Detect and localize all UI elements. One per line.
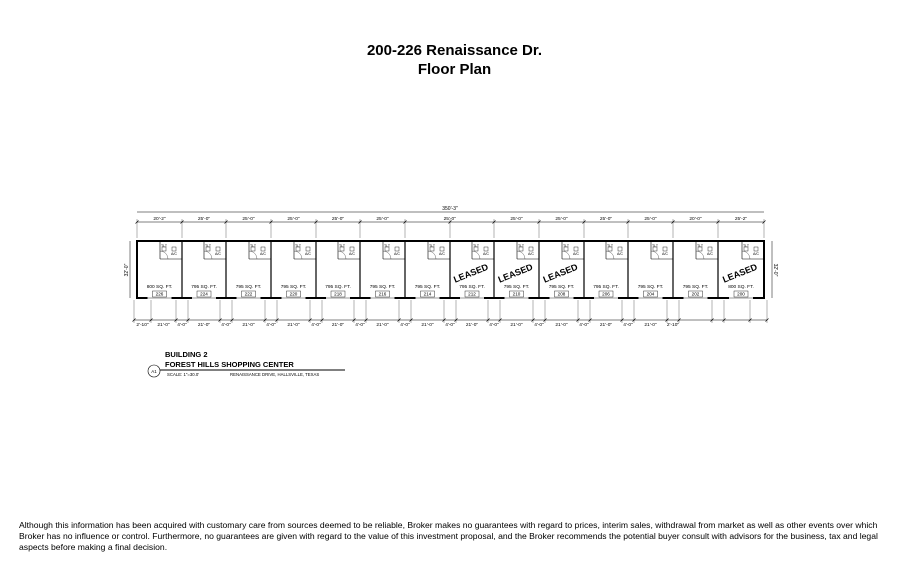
ac-tag: A/C — [483, 252, 489, 256]
bottom-dimension-label: 4'-0" — [177, 323, 187, 328]
toilet-tag: TLT — [428, 244, 436, 248]
bottom-dimension-label: 4'-0" — [623, 323, 633, 328]
ac-tag: A/C — [753, 252, 759, 256]
plan-title: 200-226 Renaissance Dr. — [366, 42, 543, 59]
ac-tag: A/C — [439, 252, 445, 256]
bottom-dimension-label: 21'-0" — [465, 323, 479, 328]
unit-number-label: 210 — [512, 291, 521, 297]
toilet-tag: TLT — [294, 244, 302, 248]
scale-label: SCALE: 1"=30.0' — [167, 372, 200, 377]
toilet-tag: TLT — [383, 244, 391, 248]
bottom-dimension-label: 21'-0" — [287, 323, 300, 328]
leased-stamp: LEASED — [721, 261, 759, 285]
bottom-dimension-label: 4'-0" — [400, 323, 410, 328]
unit-sqft-label: 795 SQ. FT. — [637, 285, 664, 290]
unit-number-label: 218 — [334, 291, 342, 297]
ac-tag: A/C — [260, 252, 266, 256]
unit-number-label: 224 — [200, 291, 208, 297]
unit-sqft-label: 795 SQ. FT. — [682, 285, 709, 290]
bottom-dimension-label: 4'-0" — [311, 323, 321, 328]
ac-tag: A/C — [305, 252, 311, 256]
top-dimension-label: 25'-0" — [331, 217, 345, 222]
unit-sqft-label: 795 SQ. FT. — [503, 285, 530, 290]
unit-number-label: 216 — [378, 291, 387, 297]
bottom-dimension-label: 2'-10" — [136, 323, 149, 328]
unit-sqft-label: 795 SQ. FT. — [548, 285, 575, 290]
unit-sqft-label: 795 SQ. FT. — [414, 285, 441, 290]
leased-stamp: LEASED — [452, 261, 490, 285]
bottom-dimension-label: 21'-0" — [644, 323, 657, 328]
toilet-tag: TLT — [517, 244, 525, 248]
ac-tag: A/C — [573, 252, 579, 256]
ac-tag: A/C — [707, 252, 713, 256]
top-dimension-label: 20'-0" — [689, 217, 702, 222]
bottom-dimension-label: 4'-0" — [445, 323, 455, 328]
bottom-dimension-label: 21'-0" — [555, 323, 568, 328]
top-dimension-label: 25'-0" — [242, 217, 255, 222]
address-label: RENAISSANCE DRIVE, HALLSVILLE, TEXAS — [230, 372, 320, 377]
toilet-tag: TLT — [160, 244, 168, 248]
toilet-tag: TLT — [651, 244, 659, 248]
toilet-tag: TLT — [338, 244, 346, 248]
ac-tag: A/C — [617, 252, 623, 256]
unit-sqft-label: 795 SQ. FT. — [369, 285, 396, 290]
section-symbol-label: A1 — [151, 369, 157, 374]
toilet-tag: TLT — [249, 244, 257, 248]
building-label: BUILDING 2 — [165, 350, 208, 359]
bottom-dimension-label: 21'-0" — [376, 323, 389, 328]
building-walls — [137, 241, 764, 300]
top-dimension-label: 25'-0" — [644, 217, 657, 222]
unit-sqft-label: 795 SQ. FT. — [235, 285, 262, 290]
bottom-dimension-label: 2'-10" — [666, 323, 680, 328]
unit-sqft-label: 795 SQ. FT. — [459, 285, 485, 290]
bottom-dimension-label: 4'-0" — [534, 323, 544, 328]
depth-left-label: 32'-0" — [124, 263, 130, 277]
leased-stamp: LEASED — [541, 261, 580, 285]
unit-number-label: 206 — [602, 291, 610, 297]
unit-sqft-label: 795 SQ. FT. — [280, 285, 307, 290]
bottom-dimension-label: 21'-0" — [242, 323, 255, 328]
toilet-tag: TLT — [696, 244, 704, 248]
unit-number-label: 222 — [244, 291, 253, 297]
toilet-tag: TLT — [472, 244, 480, 248]
toilet-tag: TLT — [606, 244, 614, 248]
top-dimension-label: 25'-2" — [734, 217, 748, 222]
bottom-dimension-label: 21'-0" — [157, 323, 170, 328]
unit-number-label: 208 — [557, 291, 566, 297]
bottom-dimension-label: 4'-0" — [579, 323, 589, 328]
unit-number-label: 204 — [646, 291, 655, 297]
unit-number-label: 212 — [468, 291, 476, 297]
bottom-dimension-label: 21'-0" — [510, 323, 523, 328]
unit-number-label: 226 — [155, 291, 164, 297]
unit-sqft-label: 800 SQ. FT. — [146, 285, 173, 290]
fixtures — [161, 244, 759, 256]
bottom-dimension-label: 4'-0" — [221, 323, 231, 328]
ac-tag: A/C — [171, 252, 177, 256]
unit-sqft-label: 795 SQ. FT. — [191, 285, 217, 290]
ac-tag: A/C — [528, 252, 534, 256]
top-dimension-label: 25'-0" — [287, 217, 300, 222]
bottom-dimension-label: 21'-0" — [599, 323, 613, 328]
overall-width-label: 350'-3" — [442, 206, 458, 212]
bottom-dimensions — [133, 300, 769, 328]
top-dimension-label: 25'-0" — [510, 217, 523, 222]
ac-tag: A/C — [394, 252, 400, 256]
ac-tag: A/C — [662, 252, 668, 256]
unit-number-label: 202 — [691, 291, 700, 297]
depth-right-label: 32'-0" — [772, 263, 778, 277]
leased-stamp: LEASED — [496, 261, 535, 285]
bottom-dimension-label: 21'-0" — [421, 323, 434, 328]
unit-sqft-label: 795 SQ. FT. — [325, 285, 351, 290]
bottom-dimension-label: 21'-0" — [331, 323, 345, 328]
bottom-dimension-label: 4'-0" — [355, 323, 365, 328]
disclaimer-text: Although this information has been acquired with customary care from sources deemed to be reliable, Broker makes no guarantees with regard to prices, interim sales, withdrawal from market as well as other events over which Broker has no influence or control. Furthermore, no guarantees are given with regard to the value of this investment proposal, and the Broker recommends the potential buyer consult with advisors for the business, tax and legal aspects before making a final decision. — [19, 520, 878, 552]
ac-tag: A/C — [215, 252, 221, 256]
plan-subtitle: Floor Plan — [417, 61, 492, 78]
shopping-center-label: FOREST HILLS SHOPPING CENTER — [165, 360, 294, 369]
unit-sqft-label: 800 SQ. FT. — [728, 285, 754, 290]
top-dimensions — [136, 216, 766, 238]
top-dimension-label: 20'-2" — [153, 217, 166, 222]
bottom-dimension-label: 4'-0" — [489, 323, 499, 328]
unit-number-label: 200 — [737, 291, 745, 297]
bottom-dimension-label: 4'-0" — [266, 323, 276, 328]
unit-number-label: 214 — [423, 291, 432, 297]
ac-tag: A/C — [349, 252, 355, 256]
unit-sqft-label: 795 SQ. FT. — [593, 285, 619, 290]
toilet-tag: TLT — [562, 244, 570, 248]
top-dimension-label: 25'-0" — [599, 217, 613, 222]
bottom-dimension-label: 21'-0" — [197, 323, 211, 328]
top-dimension-label: 25'-0" — [555, 217, 568, 222]
toilet-tag: TLT — [204, 244, 212, 248]
top-dimension-label: 25'-0" — [376, 217, 389, 222]
toilet-tag: TLT — [742, 244, 750, 248]
unit-number-label: 220 — [289, 291, 298, 297]
top-dimension-label: 25'-0" — [443, 217, 456, 222]
top-dimension-label: 25'-0" — [197, 217, 211, 222]
unit-labels — [147, 262, 759, 297]
